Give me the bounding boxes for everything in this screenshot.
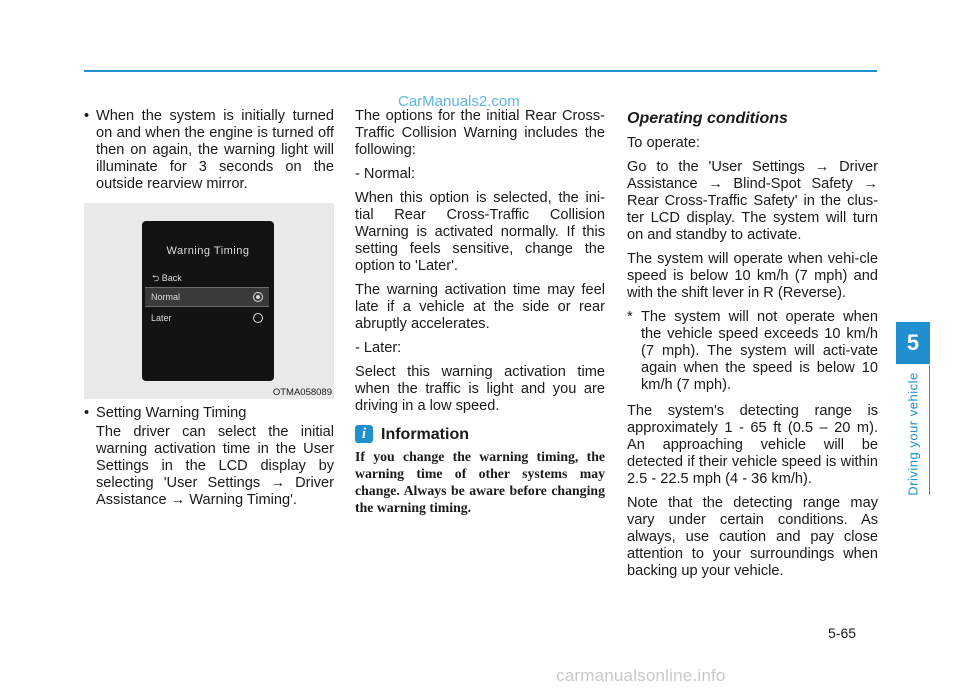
lcd-option-later-label: Later <box>151 313 172 323</box>
lcd-title: Warning Timing <box>166 245 250 257</box>
bullet-setting-warning-timing: • Setting Warning Timing <box>84 405 334 422</box>
radio-selected-icon <box>253 292 263 302</box>
option-later-description: Select this warning activation time when the traffic is light and you are driving in a low speed. <box>355 364 605 414</box>
to-operate: To operate: <box>627 135 701 151</box>
option-normal-description: When this option is selected, the ini-tial Rear Cross-Traffic Collision Warning is activated normally. If this setting feels sensitive, change the option to 'Later'. <box>355 190 605 274</box>
option-normal-heading: - Normal: <box>355 166 415 182</box>
information-heading-row <box>355 425 605 443</box>
chapter-title: Driving your vehicle <box>905 372 921 496</box>
operate-instructions: Go to the 'User Settings → Driver Assistance → Blind-Spot Safety → Rear Cross-Traffic Safety' in the clus-ter LCD display. The system will turn on and standby to activate. <box>627 159 878 243</box>
note-text: The system will not operate when the vehicle speed exceeds 10 km/h (7 mph). The system will acti-vate again when the speed is below 10 km/h (7 mph). <box>641 309 878 393</box>
page-number: 5-65 <box>828 625 857 641</box>
bullet-initial-warning: • When the system is initially turned on and when the engine is turned off then on again, the warning light will illuminate for 3 seconds on the outside rearview mirror. <box>84 108 334 193</box>
lcd-back-label: ⮌ Back <box>152 273 182 283</box>
lcd-option-normal-label: Normal <box>151 292 181 302</box>
option-later-heading: - Later: <box>355 340 402 356</box>
information-heading: Information <box>381 425 469 443</box>
setting-warning-timing-body: The driver can select the initial warning activation time in the User Settings in the LCD display by selecting 'User Settings → Driver Assistance → Warning Timing'. <box>96 424 334 508</box>
watermark-top[interactable]: CarManuals2.com <box>398 93 520 110</box>
watermark-bottom[interactable]: carmanualsonline.info <box>556 666 726 685</box>
figure-code: OTMA058089 <box>272 387 332 398</box>
note-asterisk: * <box>627 309 633 325</box>
lcd-option-normal <box>145 287 269 307</box>
operating-conditions-heading: Operating conditions <box>627 110 788 127</box>
information-body: If you change the warning timing, the warning time of other systems may change. Always be aware before changing the warning timing. <box>355 449 605 515</box>
chapter-number-tab: 5 <box>896 322 930 364</box>
detecting-range: The system's detecting range is approximately 1 - 65 ft (0.5 – 20 m). An approaching vehicle will be detected if their vehicle speed is within 2.5 - 22.5 mph (4 - 36 km/h). <box>627 403 878 487</box>
information-icon: i <box>355 425 373 443</box>
operate-speed-condition: The system will operate when vehi-cle speed is below 10 km/h (7 mph) and with the shift lever in R (Reverse). <box>627 251 878 301</box>
options-intro: The options for the initial Rear Cross-Traffic Collision Warning includes the following: <box>355 108 605 158</box>
column-3 <box>627 108 878 587</box>
lcd-option-later <box>145 309 269 327</box>
column-1 <box>84 108 334 516</box>
radio-empty-icon <box>253 313 263 323</box>
top-rule <box>84 70 877 72</box>
lcd-figure <box>84 203 334 399</box>
speed-note <box>627 309 878 394</box>
column-2 <box>355 108 605 523</box>
detecting-range-caution: Note that the detecting range may vary under certain conditions. As always, use caution and pay close attention to your surroundings when backing up your vehicle. <box>627 495 878 579</box>
option-normal-note: The warning activation time may feel late if a vehicle at the side or rear abruptly accelerates. <box>355 282 605 332</box>
lcd-display <box>142 221 274 381</box>
chapter-divider <box>929 365 930 495</box>
